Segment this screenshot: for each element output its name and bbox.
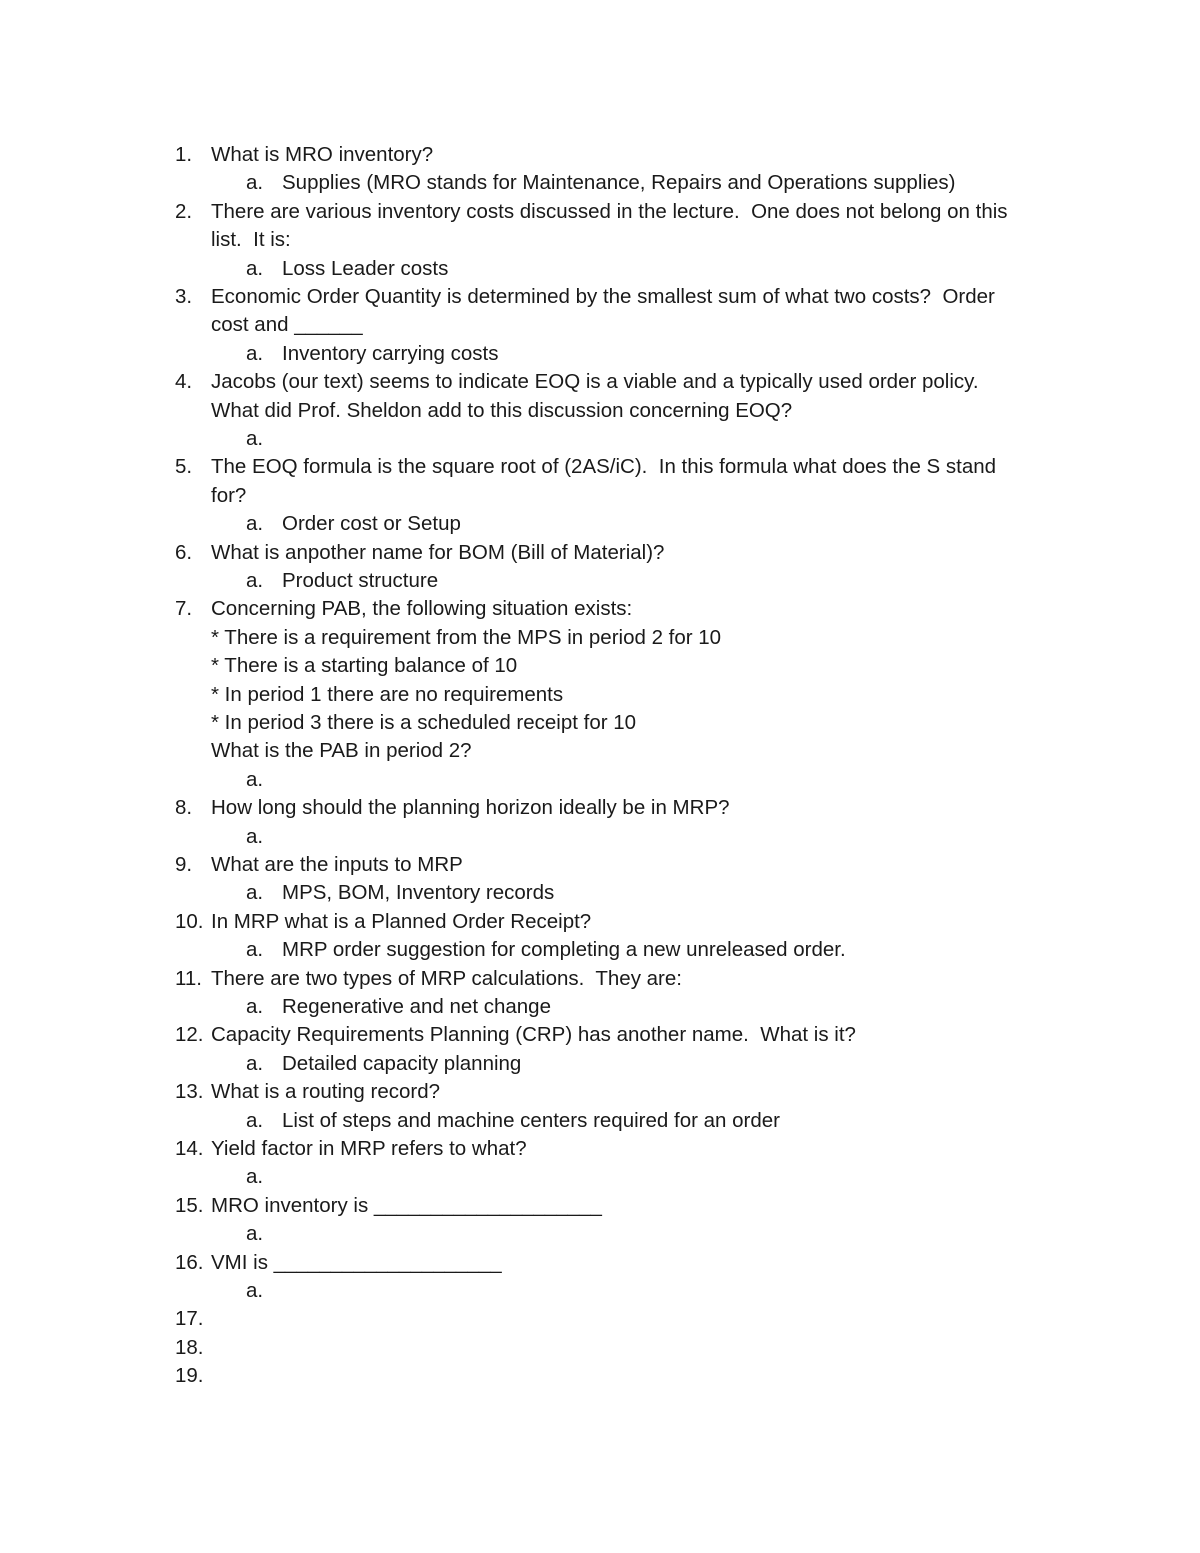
question-text: There are two types of MRP calculations. They are: [211, 967, 682, 990]
question-line [0, 1192, 1200, 1220]
question-line [0, 368, 1200, 396]
question-line [0, 908, 1200, 936]
question-line [0, 1334, 1200, 1362]
question-text: What is MRO inventory? [211, 143, 434, 166]
question-line [0, 198, 1200, 226]
answer-line [0, 879, 1200, 907]
answer-line [0, 1163, 1200, 1191]
answer-label: a. [246, 938, 264, 961]
answer-label: a. [246, 881, 264, 904]
question-number: 17. [175, 1307, 204, 1330]
answer-label: a. [246, 995, 264, 1018]
question-text: There are various inventory costs discussed in the lecture. One does not belong on this [211, 200, 1008, 223]
question-number: 19. [175, 1364, 204, 1387]
question-number: 3. [175, 285, 193, 308]
answer-line [0, 936, 1200, 964]
question-line [0, 1135, 1200, 1163]
question-line [0, 851, 1200, 879]
answer-text: List of steps and machine centers required for an order [282, 1109, 780, 1132]
question-line [0, 709, 1200, 737]
question-text: * In period 3 there is a scheduled receipt for 10 [211, 711, 637, 734]
question-line [0, 624, 1200, 652]
question-number: 15. [175, 1194, 204, 1217]
answer-line [0, 1220, 1200, 1248]
question-line [0, 482, 1200, 510]
answer-text: Detailed capacity planning [282, 1052, 522, 1075]
question-line [0, 794, 1200, 822]
answer-line [0, 169, 1200, 197]
question-line [0, 595, 1200, 623]
question-number: 8. [175, 796, 193, 819]
question-text: cost and ______ [211, 313, 363, 336]
answer-text: Regenerative and net change [282, 995, 551, 1018]
question-text: * There is a requirement from the MPS in period 2 for 10 [211, 626, 722, 649]
question-line [0, 1362, 1200, 1390]
question-line [0, 737, 1200, 765]
question-line [0, 1021, 1200, 1049]
answer-line [0, 766, 1200, 794]
question-line [0, 226, 1200, 254]
question-line [0, 1249, 1200, 1277]
answer-label: a. [246, 512, 264, 535]
question-number: 13. [175, 1080, 204, 1103]
question-line [0, 652, 1200, 680]
answer-line [0, 823, 1200, 851]
question-number: 16. [175, 1251, 204, 1274]
question-line [0, 1078, 1200, 1106]
answer-label: a. [246, 768, 264, 791]
question-line [0, 283, 1200, 311]
answer-label: a. [246, 1222, 264, 1245]
question-text: The EOQ formula is the square root of (2AS/iC). In this formula what does the S stand [211, 455, 997, 478]
question-number: 7. [175, 597, 193, 620]
question-text: * There is a starting balance of 10 [211, 654, 518, 677]
question-text: for? [211, 484, 247, 507]
question-text: What is the PAB in period 2? [211, 739, 472, 762]
answer-text: Supplies (MRO stands for Maintenance, Repairs and Operations supplies) [282, 171, 956, 194]
question-line [0, 311, 1200, 339]
question-text: What are the inputs to MRP [211, 853, 463, 876]
answer-label: a. [246, 171, 264, 194]
answer-line [0, 340, 1200, 368]
answer-label: a. [246, 1109, 264, 1132]
answer-text: Product structure [282, 569, 439, 592]
question-line [0, 141, 1200, 169]
question-number: 2. [175, 200, 193, 223]
answer-text: Loss Leader costs [282, 257, 449, 280]
question-line [0, 965, 1200, 993]
answer-label: a. [246, 342, 264, 365]
question-number: 12. [175, 1023, 204, 1046]
question-line [0, 397, 1200, 425]
answer-text: Order cost or Setup [282, 512, 461, 535]
question-number: 1. [175, 143, 193, 166]
question-text: MRO inventory is ____________________ [211, 1194, 602, 1217]
question-text: What did Prof. Sheldon add to this discussion concerning EOQ? [211, 399, 793, 422]
question-line [0, 681, 1200, 709]
answer-text: MRP order suggestion for completing a new unreleased order. [282, 938, 846, 961]
answer-label: a. [246, 257, 264, 280]
question-text: Jacobs (our text) seems to indicate EOQ is a viable and a typically used order policy. [211, 370, 979, 393]
answer-label: a. [246, 427, 264, 450]
question-line [0, 539, 1200, 567]
answer-text: Inventory carrying costs [282, 342, 499, 365]
answer-line [0, 255, 1200, 283]
answer-label: a. [246, 569, 264, 592]
question-text: VMI is ____________________ [211, 1251, 502, 1274]
answer-line [0, 993, 1200, 1021]
answer-label: a. [246, 825, 264, 848]
answer-label: a. [246, 1165, 264, 1188]
question-text: Economic Order Quantity is determined by the smallest sum of what two costs? Order [211, 285, 995, 308]
question-text: How long should the planning horizon ideally be in MRP? [211, 796, 730, 819]
question-number: 5. [175, 455, 193, 478]
question-number: 6. [175, 541, 193, 564]
question-number: 9. [175, 853, 193, 876]
answer-line [0, 1277, 1200, 1305]
question-text: In MRP what is a Planned Order Receipt? [211, 910, 592, 933]
answer-line [0, 1107, 1200, 1135]
question-text: What is a routing record? [211, 1080, 441, 1103]
question-text: Capacity Requirements Planning (CRP) has another name. What is it? [211, 1023, 856, 1046]
answer-label: a. [246, 1052, 264, 1075]
question-number: 11. [175, 967, 202, 990]
question-number: 14. [175, 1137, 204, 1160]
question-number: 10. [175, 910, 204, 933]
answer-line [0, 1050, 1200, 1078]
answer-line [0, 567, 1200, 595]
question-text: list. It is: [211, 228, 291, 251]
question-number: 18. [175, 1336, 204, 1359]
question-text: What is anpother name for BOM (Bill of Material)? [211, 541, 665, 564]
answer-line [0, 425, 1200, 453]
question-text: Yield factor in MRP refers to what? [211, 1137, 527, 1160]
question-text: * In period 1 there are no requirements [211, 683, 564, 706]
question-line [0, 453, 1200, 481]
answer-line [0, 510, 1200, 538]
question-number: 4. [175, 370, 193, 393]
question-text: Concerning PAB, the following situation exists: [211, 597, 633, 620]
answer-text: MPS, BOM, Inventory records [282, 881, 555, 904]
question-line [0, 1305, 1200, 1333]
answer-label: a. [246, 1279, 264, 1302]
